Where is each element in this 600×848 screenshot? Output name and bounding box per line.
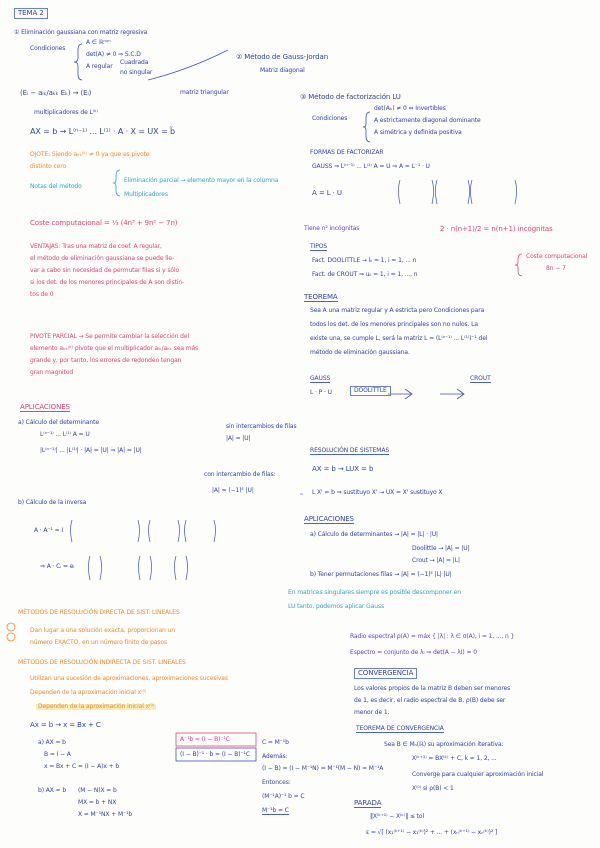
pivote-line: PIVOTE PARCIAL → Se permite cambiar la selección del	[30, 333, 190, 340]
gauss-factorizacion: GAUSS ⇒ L⁽ⁿ⁻¹⁾ ... L⁽¹⁾ A = U ⇒ A = L⁻¹ · U	[312, 163, 430, 170]
lu-heading: ③ Método de factorización LU	[300, 93, 401, 101]
metodos-directos-line: Dan lugar a una solución exacta, proporcionan un	[30, 627, 175, 634]
tipos-heading: TIPOS	[310, 243, 328, 250]
inversa-heading: b) Cálculo de la inversa	[18, 499, 87, 506]
det-note-1: sin intercambios de filas	[226, 423, 297, 430]
axb-formula: AX = b → L⁽ⁿ⁻¹⁾ ... L⁽¹⁾ · A · X = UX = b̃	[30, 127, 176, 136]
lpu-label: L · P · U	[310, 389, 332, 396]
parada-formula-1: ‖X⁽ᵏ⁺¹⁾ − X⁽ᵏ⁾‖ ≤ tol	[370, 813, 425, 820]
metodos-directos-heading: MÉTODOS DE RESOLUCIÓN DIRECTA DE SIST. LINEALES	[18, 609, 180, 616]
det-note-2: |A| = |U|	[226, 435, 251, 442]
cond-3b: Cuadrada	[120, 59, 149, 66]
aplicaciones-right-heading: APLICACIONES	[304, 515, 354, 523]
ex-a2: B = I − A	[44, 751, 71, 758]
ex-b1: (M − N)X = b	[78, 787, 117, 794]
aplicacion-4: b) Tener permutaciones filas → |A| = (−1)ᴱ |L| |U|	[310, 571, 452, 578]
teorema-line: todos los det. de los menores principales son no nulos. La	[310, 321, 479, 328]
metodos-indirectos-heading: MÉTODOS DE RESOLUCIÓN INDIRECTA DE SIST. LINEALES	[18, 659, 186, 666]
formas-factorizar-heading: FORMAS DE FACTORIZAR	[310, 149, 384, 156]
ex-c1: C = M⁻¹b	[262, 739, 289, 746]
eliminacion-gaussiana-heading: ① Eliminación gaussiana con matriz regresiva	[14, 29, 148, 36]
ex-c4: Entonces:	[262, 779, 291, 786]
ex-a: a) AX = b	[38, 739, 66, 746]
ventajas-line: VENTAJAS: Tras una matriz de coef. A regular,	[30, 243, 162, 250]
ventajas-line: si los det. de los menores principales de A son distin-	[30, 279, 185, 286]
matriz-triangular-note: matriz triangular	[180, 89, 229, 96]
convergencia-line: de 1, es decir, el radio espectral de B, ρ(B) debe ser	[354, 697, 506, 704]
det-formula-1: L⁽ⁿ⁻¹⁾ ... L⁽¹⁾ A = U	[40, 431, 90, 438]
metodos-indirectos-line: Dependen de la aproximación inicial x⁽⁰⁾	[30, 689, 147, 696]
matrices-note-line: En matrices singulares siempre es posible descomponer en	[288, 589, 461, 596]
notas-item-2: Multiplicadores	[124, 191, 168, 198]
ex-box-2: (I − B)⁻¹ · b = (I − B)⁻¹C	[180, 751, 250, 758]
tiene-incognitas-2: 2 · n(n+1)/2 = n(n+1) incógnitas	[440, 225, 553, 233]
tc-line-3: Converge para cualquier aproximación inicial	[412, 771, 544, 778]
ex-b: b) AX = b	[38, 787, 67, 794]
condiciones-label: Condiciones	[30, 45, 66, 52]
lu-cond-2: A estrictamente diagonal dominante	[374, 117, 481, 124]
cond-1: A ∈ ℝⁿˣⁿ	[86, 39, 111, 46]
tc-line-4: X⁽⁰⁾ si ρ(B) < 1	[412, 785, 454, 792]
crout-fact: Fact. de CROUT ⇒ uᵢᵢ = 1, i = 1, ..., n	[312, 271, 418, 278]
ojote-note-2: distinto cero	[30, 163, 67, 170]
gauss-jordan-note: Matriz diagonal	[260, 67, 305, 74]
resolucion-sistemas-heading: RESOLUCIÓN DE SISTEMAS	[310, 447, 390, 454]
doolittle-label: DOOLITTLE	[350, 386, 391, 396]
aproximacion-inicial-highlight: Dependen de la aproximación inicial x⁽⁰⁾	[38, 703, 155, 710]
tc-line-1: Sea B ∈ Mₙ(ℝ) su aproximación iterativa:	[384, 741, 504, 748]
tiene-incognitas: Tiene n² incógnitas	[304, 225, 360, 232]
lu-cond-3: A simétrica y definida positiva	[374, 129, 462, 136]
tc-line-2: X⁽ᵏ⁺¹⁾ = BX⁽ᵏ⁾ + C, k = 1, 2, ...	[412, 755, 497, 762]
a-equals-lu: A = L · U	[312, 189, 342, 197]
ex-c6: M⁻¹b = C	[262, 807, 289, 814]
det-note-3: con intercambio de filas:	[204, 471, 276, 478]
convergencia-heading: CONVERGENCIA	[354, 668, 417, 679]
lu-cond-1: det(Aₖ) ≠ 0 ⇔ Invertibles	[374, 105, 446, 112]
ventajas-line: el método de eliminación gaussiana se puede lle-	[30, 255, 175, 262]
espectro: Espectro = conjunto de λᵢ ⇒ det(A − λI) = 0	[350, 649, 477, 656]
parada-heading: PARADA	[354, 799, 382, 807]
metodos-directos-line: número EXACTO, en un número finito de pasos	[30, 639, 168, 646]
ojote-note: OJOTE: Siendo aₖₖ⁽ᵏ⁾ ≠ 0 ya que es pivote	[30, 151, 150, 158]
crout-label: CROUT	[470, 375, 491, 382]
ex-b2: MX = b + NX	[78, 799, 117, 806]
metodos-indirectos-line: Utilizan una sucesión de aproximaciones, aproximaciones sucesivas	[30, 675, 228, 682]
pivote-line: gran magnitud	[30, 369, 74, 376]
aplicaciones-heading: APLICACIONES	[20, 403, 70, 411]
convergencia-line: menor de 1.	[354, 709, 390, 716]
teorema-line: existe una, se cumple L, será la matriz L = (L⁽ⁿ⁻¹⁾ ... L⁽¹⁾)⁻¹ del	[310, 335, 488, 342]
ex-b3: X = M⁻¹NX + M⁻¹b	[78, 811, 133, 818]
notas-metodo-label: Notas del método	[30, 183, 82, 190]
determinante-heading: a) Cálculo del determinante	[18, 419, 99, 426]
ex-box-1: A⁻¹b = (I − B)⁻¹C	[180, 736, 230, 743]
det-note-4: |A| = (−1)ᴱ |U|	[212, 487, 254, 494]
ventajas-line: tos de 0	[30, 291, 54, 298]
row-op-formula: (Eᵢ − aᵢₖ/aₖₖ Eₖ) → (Eᵢ)	[20, 89, 92, 97]
notas-item-1: Eliminación parcial → elemento mayor en la columna	[124, 177, 279, 184]
parada-formula-2: ε = √[ (x₁⁽ᵏ⁺¹⁾ − x₁⁽ᵏ⁾)² + ... + (xₙ⁽ᵏ⁺¹⁾ − xₙ⁽ᵏ⁾)² ]	[366, 829, 498, 836]
cond-3: A regular	[86, 63, 113, 70]
aplicacion-3: Crout → |A| = |L|	[412, 557, 460, 564]
resolucion-formula-1: AX = b → LUX = b	[312, 465, 374, 473]
ex-c3: (I − B) = (I − M⁻¹N) = M⁻¹(M − N) = M⁻¹A	[262, 765, 384, 772]
teorema-line: método de eliminación gaussiana.	[310, 349, 410, 356]
multiplicadores-note: multiplicadores de L⁽ᵏ⁾	[34, 109, 98, 116]
inversa-formula-1: A · A⁻¹ = I	[34, 527, 64, 534]
coste-comp-right: Coste computacional	[526, 253, 588, 260]
teorema-line: Sea A una matriz regular y A estricta pero Condiciones para	[310, 307, 485, 314]
ventajas-line: var a cabo sin necesidad de permutar filas si y sólo	[30, 267, 180, 274]
ex-c5: (M⁻¹A)⁻¹ b = C	[262, 793, 305, 800]
resolucion-formula-2: L X' = b ⇒ sustituyo X' → UX = X' sustituyo X	[312, 489, 443, 496]
ex-c2: Además:	[262, 753, 288, 760]
teorema-convergencia-heading: TEOREMA DE CONVERGENCIA	[356, 725, 444, 732]
det-formula-2: |L⁽ⁿ⁻¹⁾| ... |L⁽¹⁾| · |A| = |U| ⇒ |A| = |U|	[40, 447, 142, 454]
inversa-formula-2: ⇒ A · Cᵢ = eᵢ	[40, 563, 75, 570]
matrices-note-line: LU tanto, podemos aplicar Gauss	[288, 603, 384, 610]
cond-2: det(A) ≠ 0 ⇒ S.C.D	[86, 51, 141, 58]
convergencia-line: Los valores propios de la matriz B deben ser menores	[354, 685, 511, 692]
lu-condiciones-label: Condiciones	[312, 115, 348, 122]
coste-computacional: Coste computacional = ⅓ (4n³ + 9n² − 7n)	[30, 219, 178, 227]
aplicacion-2: Doolittle → |A| = |U|	[412, 545, 470, 552]
aplicacion-1: a) Cálculo de determinantes → |A| = |L| · |U|	[310, 531, 438, 538]
pivote-line: grande y, por tanto, los errores de redondeo tengan	[30, 357, 182, 364]
ex-a3: x = Bx + C = (I − A)x + b	[44, 763, 120, 770]
doolittle-fact: Fact. DOOLITTLE → lᵢᵢ = 1, i = 1, ... n	[312, 257, 417, 264]
gauss-jordan-heading: ② Método de Gauss-Jordan	[236, 53, 329, 61]
teorema-heading: TEOREMA	[304, 293, 338, 301]
iteracion-formula: Ax = b → x = Bx + C	[30, 721, 101, 729]
tema-title: TEMA 2	[14, 8, 48, 19]
pivote-line: elemento aₖₖ⁽ᵏ⁾ pivote que el multiplicador aᵢₖ/aₖₖ sea más	[30, 345, 199, 352]
coste-comp-right-2: 8n − 7	[546, 265, 566, 272]
gauss-label: GAUSS	[310, 375, 331, 382]
radio-espectral: Radio espectral ρ(A) = máx { |λ| : λ ∈ σ(A), i = 1, ..., n }	[350, 633, 515, 640]
cond-3c: no singular	[120, 69, 153, 76]
